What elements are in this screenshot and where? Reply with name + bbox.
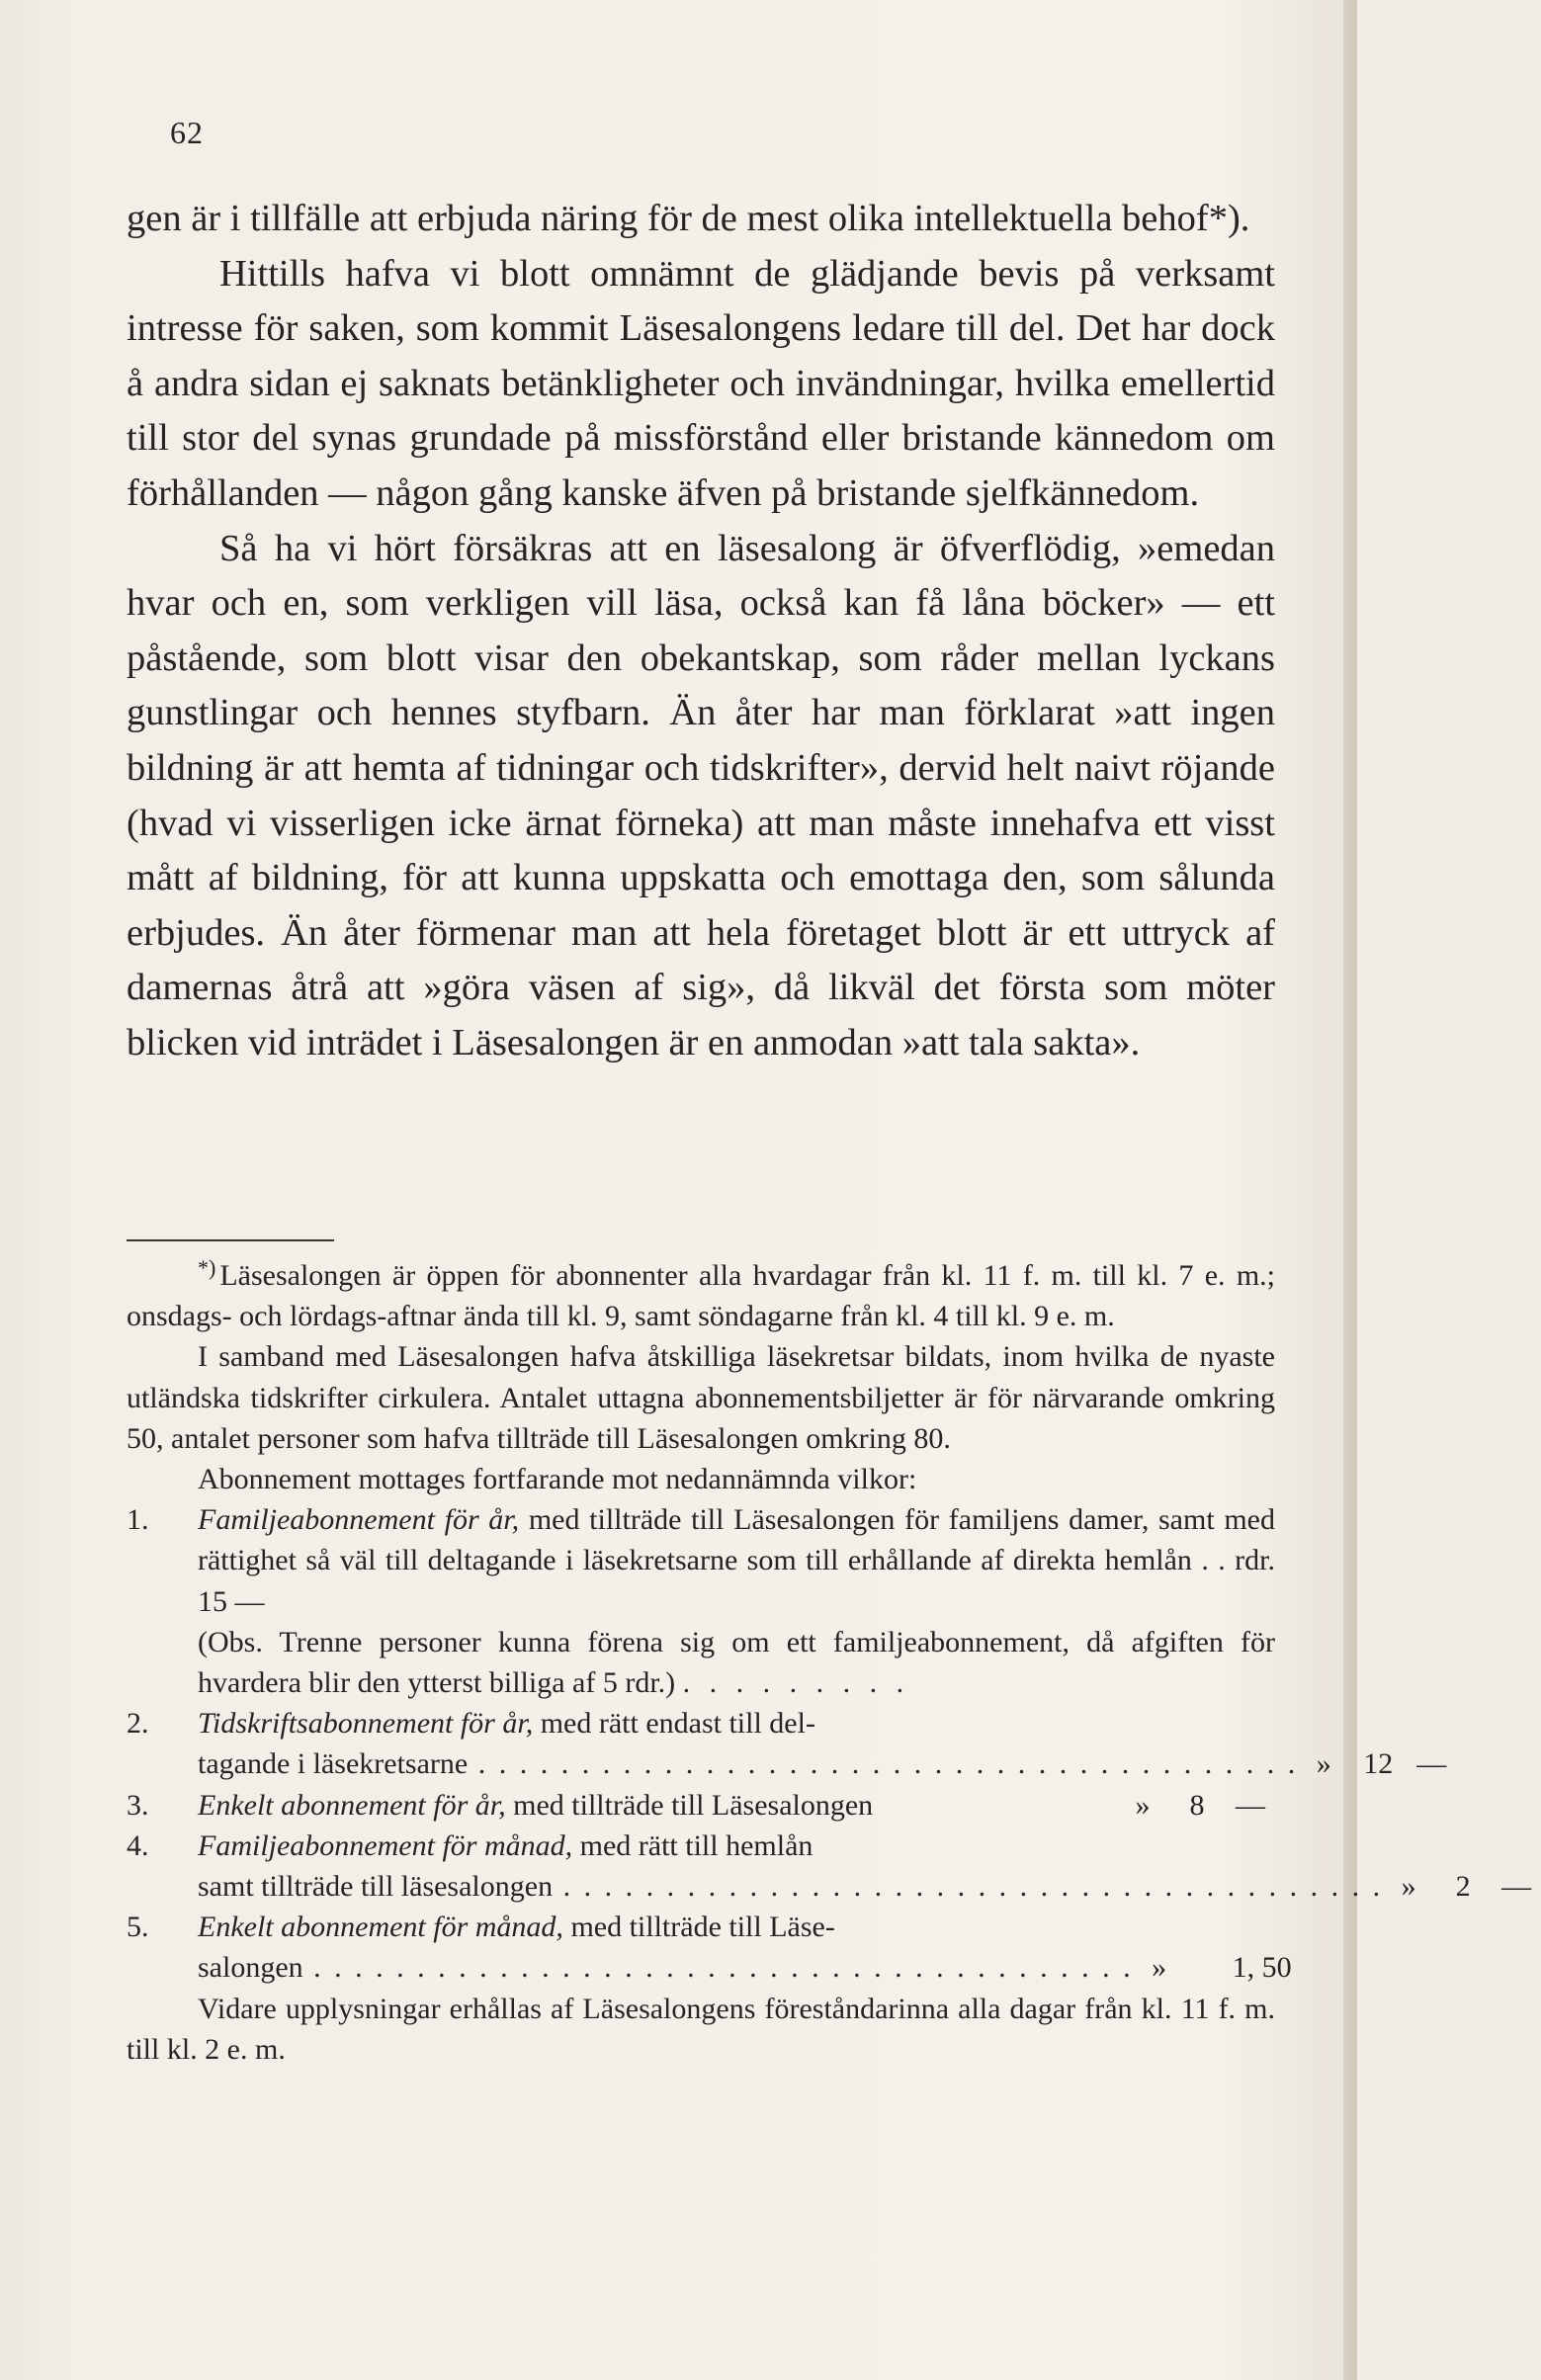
item-number: 4.: [127, 1828, 149, 1862]
paragraph-3: Så ha vi hört försäkras att en läsesalong är öfverflödig, »emedan hvar och en, som verkligen vill läsa, också kan få låna böcker» — ett påstående, som blott visar den obekantskap, som råder mellan lyckans gunstlingar och hennes styfbarn. Än åter har man förklarat »att ingen bildning är att hemta af tidningar och tidskrifter», dervid helt naivt röjande (hvad vi visserligen icke ärnat förneka) att man måste innehafva ett visst mått af bildning, för att kunna uppskatta och emottaga den, som sålunda erbjudes. Än åter förmenar man att hela företaget blott är ett uttryck af damernas åtrå att »göra väsen af sig», då likväl det första som möter blicken vid inträdet i Läsesalongen är en anmodan »att tala sakta».: [127, 527, 1275, 1063]
list-item: [127, 1826, 1532, 1907]
item-number: 3.: [127, 1788, 149, 1822]
item-body: [198, 1826, 1541, 1907]
item-body: [198, 1785, 1275, 1826]
item-dash: —: [1236, 1788, 1265, 1822]
paragraph-2: Hittills hafva vi blott omnämnt de glädjande bevis på verksamt intresse för saken, som kommit Läsesalongens ledare till del. Det har dock å andra sidan ej saknats betänkligheter och invändningar, hvilka emellertid till stor del synas grundade på missförstånd eller bristande kännedom om förhållanden — någon gång kanske äfven på bristande sjelfkännedom.: [127, 252, 1275, 514]
footnote-paragraph-2: I samband med Läsesalongen hafva åtskilliga läsekretsar bildats, inom hvilka de nyaste utländska tidskrifter cirkulera. Antalet uttagna abonnementsbiljetter är för närvarande omkring 50, antalet personer som hafva tillträde till Läsesalongen omkring 80.: [127, 1340, 1275, 1455]
item-amount: 12: [1363, 1747, 1394, 1781]
item-text: med rätt till hemlån: [579, 1828, 813, 1862]
item-title: Familjeabonnement för år,: [198, 1503, 520, 1537]
currency-mark: »: [1401, 1870, 1416, 1904]
item-last-line: tagande i läsekretsarne . . .: [198, 1743, 1298, 1784]
paragraph-1: gen är i tillfälle att erbjuda näring för de mest olika intellektuella behof*).: [127, 198, 1250, 239]
item-amount: 8: [1189, 1788, 1205, 1822]
item-dash: —: [1416, 1747, 1447, 1781]
item-last-line: salongen . . .: [198, 1947, 1134, 1988]
item-text: med rätt endast till del-: [540, 1707, 815, 1741]
footnote-marker: *): [198, 1255, 216, 1280]
currency-mark: »: [1316, 1747, 1331, 1781]
list-item: [127, 1703, 1447, 1784]
item-title: Tidskriftsabonnement för år,: [198, 1707, 534, 1741]
list-item: [127, 1907, 1292, 1988]
item-note: (Obs. Trenne personer kunna förena sig om ett familjeabonnement, då afgiften för hvardera blir den ytterst billiga af 5 rdr.): [198, 1625, 1275, 1700]
currency-mark: »: [1135, 1788, 1151, 1822]
list-item: [127, 1785, 1275, 1826]
item-title: Familjeabonnement för månad,: [198, 1828, 573, 1862]
item-number: 5.: [127, 1911, 149, 1944]
item-body: [198, 1907, 1292, 1988]
item-body: [198, 1703, 1456, 1784]
item-dash: —: [1501, 1870, 1532, 1904]
currency-mark: »: [1152, 1951, 1167, 1985]
main-text: [127, 192, 1275, 1071]
item-title: Enkelt abonnement för månad,: [198, 1911, 563, 1944]
footnote-paragraph-4: Vidare upplysningar erhållas af Läsesalongens föreståndarinna alla dagar från kl. 11 f. m. till kl. 2 e. m.: [127, 1992, 1275, 2066]
footnote-paragraph-1: *) Läsesalongen är öppen för abonnenter alla hvardagar från kl. 11 f. m. till kl. 7 e. m.; onsdags- och lördags-aftnar ända till kl. 9, samt söndagarne från kl. 4 till kl. 9 e. m.: [127, 1255, 1275, 1333]
footnote-paragraph-3: Abonnement mottages fortfarande mot nedannämnda vilkor:: [198, 1463, 917, 1496]
item-number: 1.: [127, 1503, 149, 1537]
list-item: [127, 1499, 1275, 1703]
footnote: [127, 1247, 1532, 2070]
item-amount: 1, 50: [1232, 1951, 1292, 1985]
item-text: med tillträde till Läsesalongen för familjens damer, samt med rättighet så väl till deltagande i läsekretsarne som till erhållande af direkta hemlån . . rdr. 15 —: [198, 1503, 1275, 1618]
item-last-line: samt tillträde till läsesalongen . . .: [198, 1866, 1383, 1907]
item-body: Familjeabonnement för år, med tillträde till Läsesalongen för familjens damer, samt med rättighet så väl till deltagande i läsekretsarne som till erhållande af direkta hemlån . . rdr. 15 — (Obs. Trenne personer kunna förena sig om ett familjeabonnement, då afgiften för hvardera blir den ytterst billiga af 5 rdr.) . . . . . . . . .: [198, 1503, 1275, 1700]
item-text: med tillträde till Läse-: [570, 1911, 835, 1944]
item-number: 2.: [127, 1707, 149, 1741]
item-amount: 2: [1455, 1870, 1471, 1904]
page-number: 62: [170, 115, 204, 150]
item-title: Enkelt abonnement för år,: [198, 1788, 506, 1822]
footnote-rule: [127, 1239, 334, 1241]
item-text: med tillträde till Läsesalongen: [513, 1788, 874, 1822]
page-spine-edge: [1343, 0, 1357, 2380]
